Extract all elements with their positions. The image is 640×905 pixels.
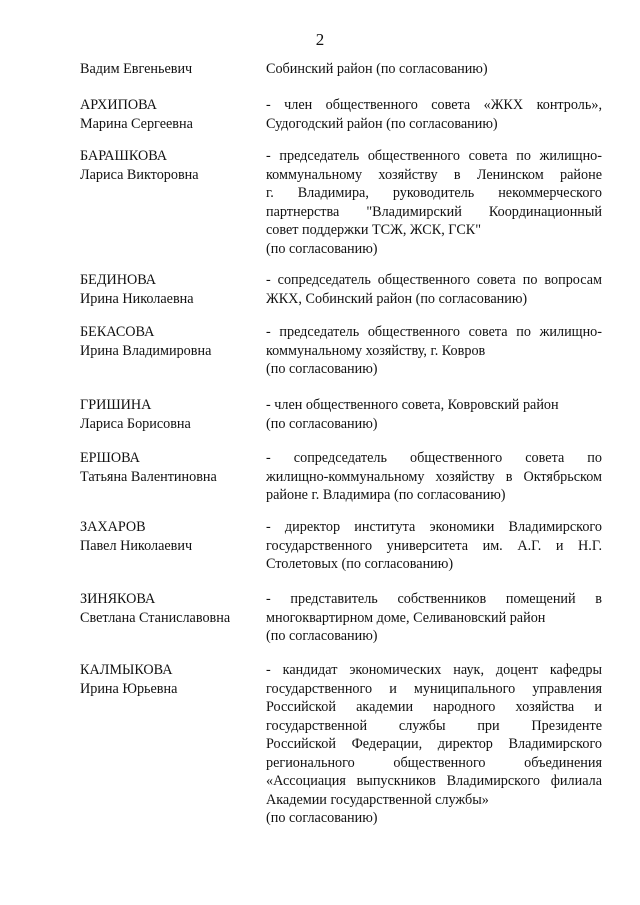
description-line: ЖКХ, Собинский район (по согласованию): [266, 290, 528, 307]
member-surname: БЕКАСОВА: [80, 324, 155, 340]
member-given-names: Лариса Викторовна: [80, 167, 199, 183]
description-line: жилищно-коммунальному хозяйству в Октябрьском: [266, 468, 602, 485]
member-description: [266, 147, 602, 258]
description-line: Российской Федерации, директор Владимирского: [266, 736, 602, 752]
member-given-names: Лариса Борисовна: [80, 416, 191, 432]
description-line: районе г. Владимира (по согласованию): [266, 487, 506, 503]
description-line: многоквартирном доме, Селивановский район: [266, 609, 546, 626]
member-description: [266, 60, 602, 79]
member-surname: ГРИШИНА: [80, 397, 152, 413]
description-line: коммунальному хозяйству, г. Ковров: [266, 342, 486, 359]
member-name: [80, 449, 260, 487]
description-line: Судогодский район (по согласованию): [266, 115, 498, 132]
description-line: (по согласованию): [266, 810, 378, 826]
description-line: (по согласованию): [266, 415, 378, 432]
description-line: «Ассоциация выпускников Владимирского филиала: [266, 773, 602, 789]
member-name: [80, 60, 260, 79]
description-line: Собинский район (по согласованию): [266, 61, 488, 77]
description-line: - сопредседатель общественного совета по: [266, 450, 602, 466]
description-line: (по согласованию): [266, 628, 378, 644]
description-line: - кандидат экономических наук, доцент кафедры: [266, 662, 602, 678]
member-given-names: Ирина Юрьевна: [80, 681, 178, 697]
member-surname: ЗАХАРОВ: [80, 519, 146, 535]
member-surname: ЕРШОВА: [80, 450, 140, 466]
member-description: [266, 96, 602, 133]
member-surname: ЗИНЯКОВА: [80, 591, 156, 607]
member-surname: БАРАШКОВА: [80, 148, 168, 164]
description-line: государственного университета им. А.Г. и Н.Г.: [266, 537, 602, 554]
description-line: (по согласованию): [266, 240, 378, 257]
description-line: г. Владимира, руководитель некоммерческого: [266, 185, 602, 201]
description-line: совет поддержки ТСЖ, ЖСК, ГСК": [266, 222, 482, 238]
member-given-names: Павел Николаевич: [80, 538, 193, 554]
description-line: - член общественного совета «ЖКХ контроль»,: [266, 97, 602, 113]
member-description: [266, 449, 602, 505]
member-given-names: Ирина Николаевна: [80, 291, 194, 307]
member-given-names: Вадим Евгеньевич: [80, 61, 193, 77]
member-surname: АРХИПОВА: [80, 97, 157, 113]
description-line: коммунальному хозяйству в Ленинском районе: [266, 166, 602, 183]
member-description: [266, 661, 602, 828]
description-line: - сопредседатель общественного совета по вопросам: [266, 272, 602, 288]
description-line: регионального общественного объединения: [266, 754, 602, 771]
member-description: [266, 271, 602, 308]
member-given-names: Марина Сергеевна: [80, 116, 193, 132]
description-line: государственной службы при Президенте: [266, 717, 602, 734]
member-surname: БЕДИНОВА: [80, 272, 157, 288]
description-line: (по согласованию): [266, 361, 378, 377]
member-name: [80, 96, 260, 134]
description-line: - представитель собственников помещений в: [266, 591, 602, 607]
description-line: Столетовых (по согласованию): [266, 556, 454, 572]
member-name: [80, 590, 260, 628]
page-number: 2: [315, 30, 325, 49]
description-line: - председатель общественного совета по жилищно-: [266, 148, 602, 164]
member-name: [80, 661, 260, 699]
description-line: - член общественного совета, Ковровский район: [266, 397, 559, 413]
description-line: - председатель общественного совета по жилищно-: [266, 324, 602, 340]
member-given-names: Татьяна Валентиновна: [80, 469, 217, 485]
member-name: [80, 396, 260, 434]
member-given-names: Светлана Станиславовна: [80, 610, 231, 626]
description-line: государственного и муниципального управления: [266, 680, 602, 697]
description-line: Академии государственной службы»: [266, 791, 489, 808]
member-name: [80, 147, 260, 185]
description-line: Российской академии народного хозяйства и: [266, 699, 602, 715]
member-name: [80, 271, 260, 309]
member-description: [266, 518, 602, 574]
description-line: - директор института экономики Владимирского: [266, 519, 602, 535]
description-line: партнерства "Владимирский Координационный: [266, 203, 602, 220]
member-given-names: Ирина Владимировна: [80, 343, 212, 359]
member-name: [80, 518, 260, 556]
member-description: [266, 396, 602, 433]
member-description: [266, 323, 602, 379]
member-surname: КАЛМЫКОВА: [80, 662, 173, 678]
member-description: [266, 590, 602, 646]
member-name: [80, 323, 260, 361]
